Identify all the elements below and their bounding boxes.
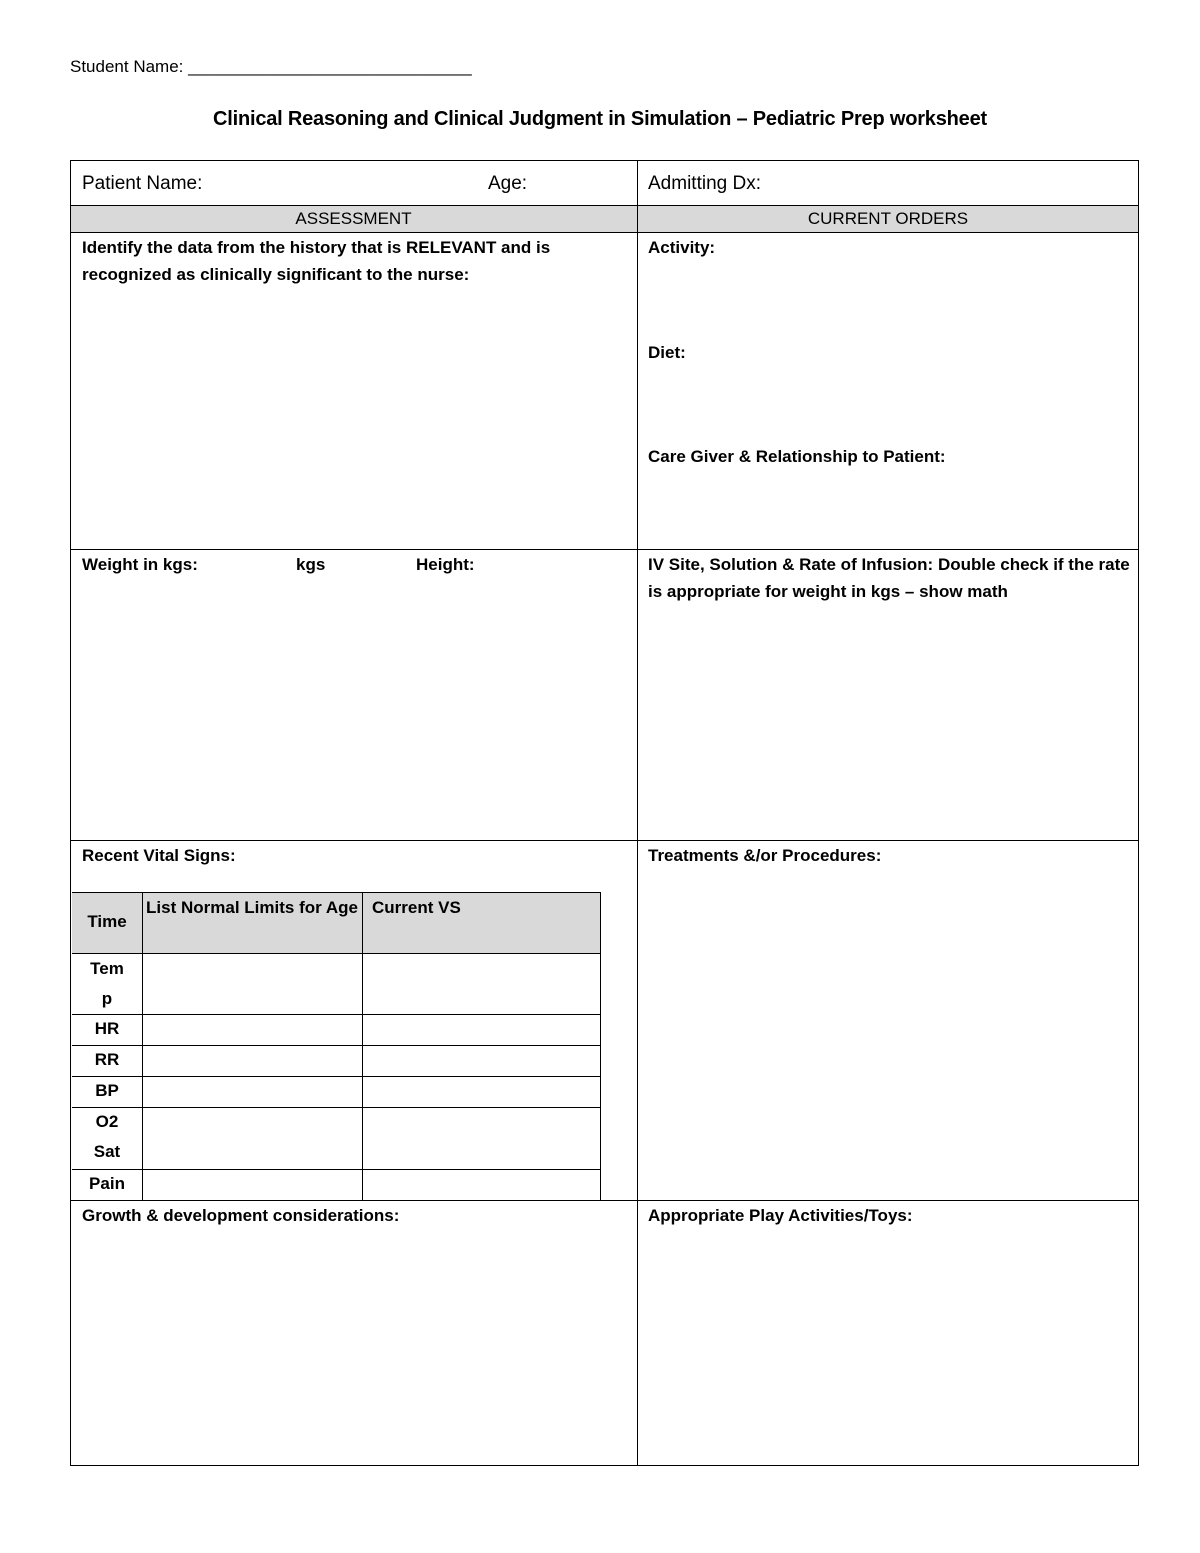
play-label[interactable]: Appropriate Play Activities/Toys: bbox=[648, 1206, 913, 1225]
assessment-header: ASSESSMENT bbox=[295, 209, 412, 228]
divider bbox=[70, 232, 1139, 233]
col-normal-limits: List Normal Limits for Age bbox=[146, 898, 358, 917]
treatments-label[interactable]: Treatments &/or Procedures: bbox=[648, 846, 882, 865]
col-time: Time bbox=[87, 912, 127, 931]
diet-label[interactable]: Diet: bbox=[648, 343, 686, 362]
current-orders-header: CURRENT ORDERS bbox=[807, 209, 969, 228]
row-hr: HR bbox=[94, 1019, 120, 1038]
column-divider bbox=[637, 160, 638, 1466]
column-divider bbox=[600, 892, 601, 1200]
weight-unit: kgs bbox=[296, 555, 326, 574]
age-label[interactable]: Age: bbox=[488, 173, 528, 194]
divider bbox=[72, 1169, 601, 1170]
row-rr: RR bbox=[94, 1050, 120, 1069]
divider bbox=[70, 840, 1139, 841]
divider bbox=[72, 1076, 601, 1077]
divider bbox=[72, 953, 601, 954]
row-bp: BP bbox=[95, 1081, 119, 1100]
patient-name-label[interactable]: Patient Name: bbox=[82, 173, 203, 194]
page-title: Clinical Reasoning and Clinical Judgment in Simulation – Pediatric Prep worksheet bbox=[213, 108, 987, 130]
divider bbox=[72, 1107, 601, 1108]
divider bbox=[72, 1014, 601, 1015]
col-current-vs: Current VS bbox=[372, 898, 461, 917]
relevant-data-prompt[interactable]: Identify the data from the history that is RELEVANT and is recognized as clinically significant to the nurse: bbox=[82, 238, 551, 284]
divider bbox=[70, 1200, 1139, 1201]
divider bbox=[70, 549, 1139, 550]
activity-label[interactable]: Activity: bbox=[648, 238, 716, 257]
admitting-dx-label[interactable]: Admitting Dx: bbox=[648, 173, 761, 194]
column-divider bbox=[362, 892, 363, 1200]
vitals-label: Recent Vital Signs: bbox=[82, 846, 236, 865]
divider bbox=[72, 1045, 601, 1046]
iv-label[interactable]: IV Site, Solution & Rate of Infusion: Double check if the rate is appropriate for weight in kgs – show math bbox=[648, 555, 1130, 601]
height-label[interactable]: Height: bbox=[416, 555, 475, 574]
row-o2-sat: O2 Sat bbox=[93, 1112, 121, 1161]
row-temp: Tem p bbox=[90, 959, 124, 1008]
worksheet-table bbox=[70, 160, 1139, 1466]
weight-label[interactable]: Weight in kgs: bbox=[82, 555, 198, 574]
column-divider bbox=[142, 892, 143, 1200]
row-pain: Pain bbox=[89, 1174, 125, 1193]
caregiver-label[interactable]: Care Giver & Relationship to Patient: bbox=[648, 447, 946, 466]
student-name-field[interactable]: Student Name: ______________________________ bbox=[70, 57, 472, 76]
growth-label[interactable]: Growth & development considerations: bbox=[82, 1206, 400, 1225]
